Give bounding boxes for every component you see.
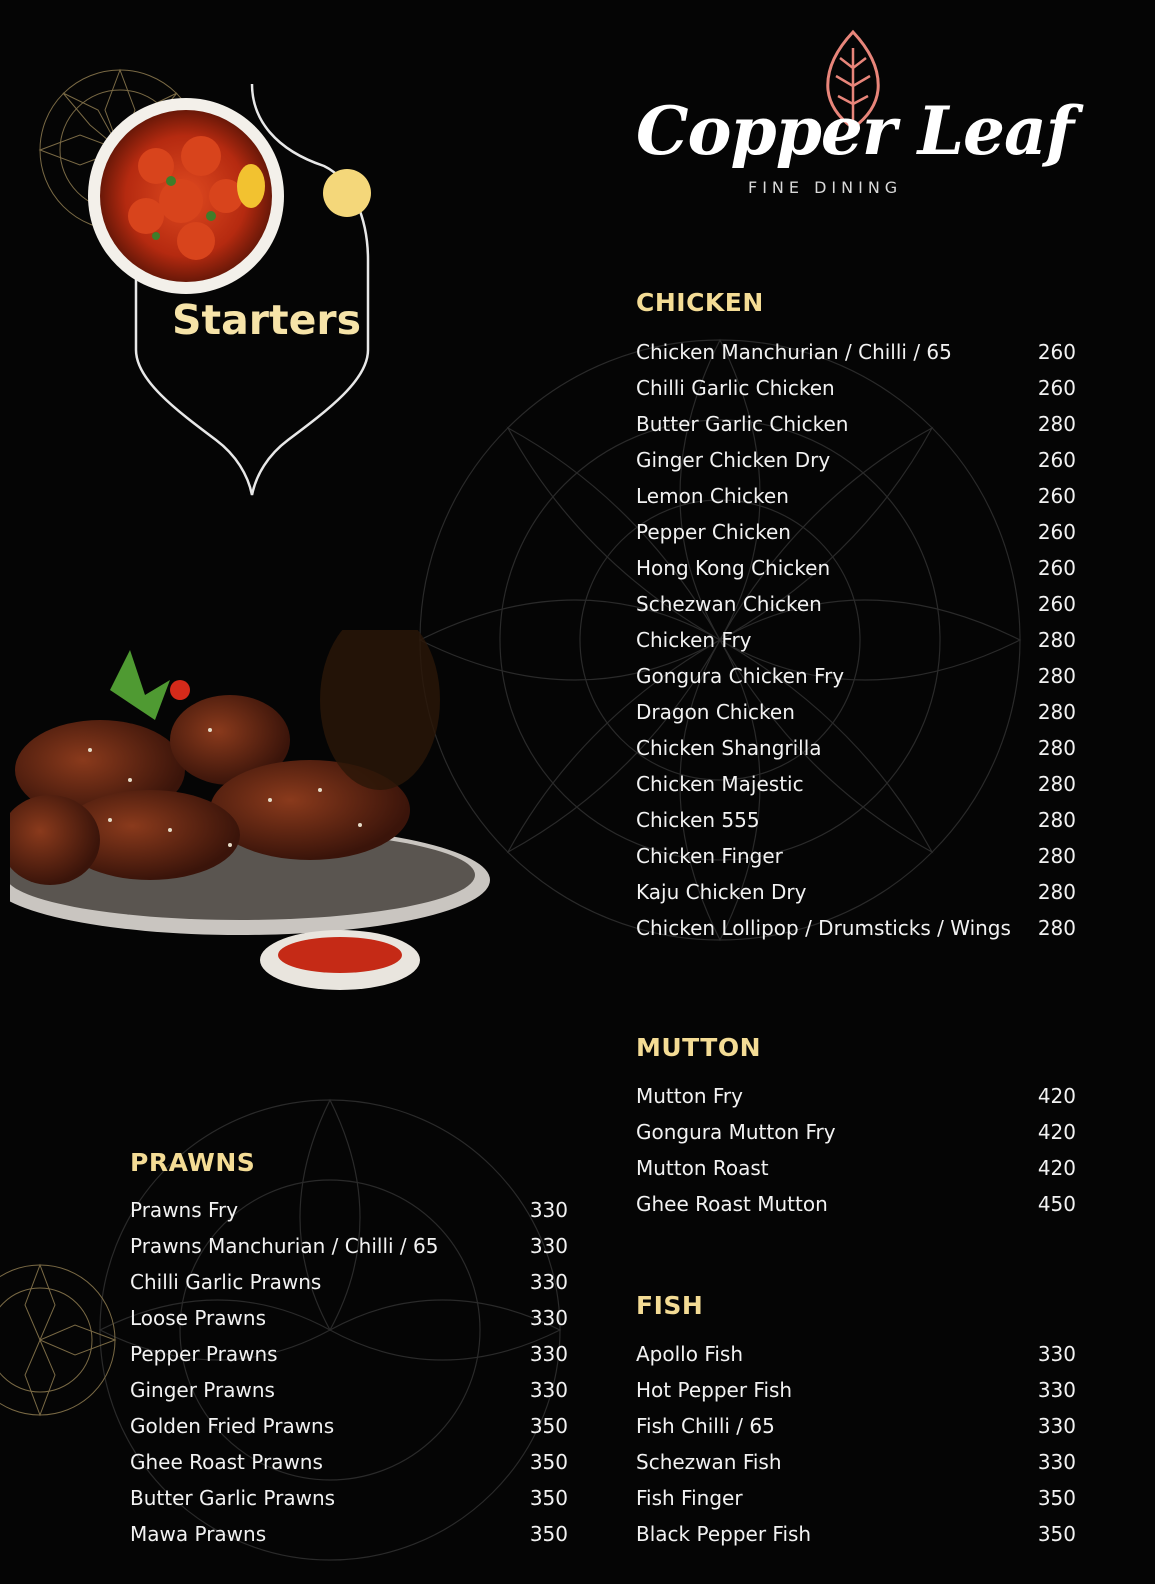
menu-item xyxy=(636,766,1076,802)
menu-item-price: 450 xyxy=(1037,1192,1076,1216)
menu-item xyxy=(636,730,1076,766)
section-title-chicken: CHICKEN xyxy=(636,288,764,317)
menu-item xyxy=(130,1228,568,1264)
menu-item-name: Prawns Fry xyxy=(130,1198,239,1222)
menu-item-name: Schezwan Chicken xyxy=(636,592,822,616)
mutton-item-list xyxy=(636,1078,1076,1222)
menu-item-price: 420 xyxy=(1037,1120,1076,1144)
menu-item xyxy=(636,1408,1076,1444)
menu-item xyxy=(130,1264,568,1300)
menu-item xyxy=(636,838,1076,874)
menu-item-price: 260 xyxy=(1037,520,1076,544)
menu-item xyxy=(636,1480,1076,1516)
menu-item-price: 350 xyxy=(529,1414,568,1438)
menu-item-price: 280 xyxy=(1037,808,1076,832)
menu-item-price: 280 xyxy=(1037,772,1076,796)
brand-tagline: FINE DINING xyxy=(748,178,903,197)
menu-item xyxy=(130,1408,568,1444)
menu-item xyxy=(130,1480,568,1516)
menu-item-price: 350 xyxy=(1037,1522,1076,1546)
menu-item-name: Black Pepper Fish xyxy=(636,1522,812,1546)
menu-item-name: Hot Pepper Fish xyxy=(636,1378,793,1402)
menu-item-name: Fish Chilli / 65 xyxy=(636,1414,775,1438)
accent-dot xyxy=(323,169,371,217)
menu-item-price: 350 xyxy=(529,1486,568,1510)
menu-item-price: 280 xyxy=(1037,628,1076,652)
menu-item-name: Loose Prawns xyxy=(130,1306,266,1330)
menu-item-name: Ginger Prawns xyxy=(130,1378,275,1402)
menu-item-name: Mutton Roast xyxy=(636,1156,769,1180)
menu-item-name: Gongura Chicken Fry xyxy=(636,664,845,688)
menu-item-name: Chicken Finger xyxy=(636,844,783,868)
menu-item xyxy=(636,1372,1076,1408)
menu-item xyxy=(636,478,1076,514)
menu-item xyxy=(636,874,1076,910)
menu-item-name: Chilli Garlic Prawns xyxy=(130,1270,322,1294)
menu-item xyxy=(636,1078,1076,1114)
menu-item-price: 330 xyxy=(529,1342,568,1366)
menu-item-price: 260 xyxy=(1037,592,1076,616)
menu-item-name: Dragon Chicken xyxy=(636,700,795,724)
menu-item-price: 260 xyxy=(1037,448,1076,472)
menu-item xyxy=(636,550,1076,586)
menu-item-price: 330 xyxy=(529,1306,568,1330)
menu-item xyxy=(636,370,1076,406)
menu-item-price: 350 xyxy=(1037,1486,1076,1510)
chicken-wings-photo xyxy=(10,630,500,1010)
menu-item xyxy=(130,1372,568,1408)
fish-item-list xyxy=(636,1336,1076,1552)
menu-item-price: 350 xyxy=(529,1450,568,1474)
menu-item-price: 280 xyxy=(1037,880,1076,904)
menu-item-price: 280 xyxy=(1037,664,1076,688)
menu-item-price: 420 xyxy=(1037,1156,1076,1180)
menu-item-price: 280 xyxy=(1037,736,1076,760)
menu-item xyxy=(636,406,1076,442)
menu-item-name: Gongura Mutton Fry xyxy=(636,1120,836,1144)
menu-item-name: Apollo Fish xyxy=(636,1342,744,1366)
menu-item-price: 260 xyxy=(1037,376,1076,400)
menu-item-name: Prawns Manchurian / Chilli / 65 xyxy=(130,1234,439,1258)
menu-item-price: 260 xyxy=(1037,340,1076,364)
menu-item-name: Chicken Manchurian / Chilli / 65 xyxy=(636,340,952,364)
menu-item xyxy=(636,910,1076,946)
menu-item-price: 330 xyxy=(529,1234,568,1258)
menu-item-price: 280 xyxy=(1037,700,1076,724)
menu-item-price: 330 xyxy=(1037,1414,1076,1438)
menu-item-name: Chicken Majestic xyxy=(636,772,804,796)
menu-item-name: Butter Garlic Prawns xyxy=(130,1486,336,1510)
menu-item-price: 280 xyxy=(1037,844,1076,868)
menu-item-price: 280 xyxy=(1037,412,1076,436)
menu-item xyxy=(636,1444,1076,1480)
menu-item-name: Chicken Fry xyxy=(636,628,752,652)
section-title-mutton: MUTTON xyxy=(636,1033,762,1062)
menu-item xyxy=(636,1516,1076,1552)
menu-item-price: 330 xyxy=(529,1198,568,1222)
menu-item-name: Chilli Garlic Chicken xyxy=(636,376,835,400)
brand-name: Copper Leaf xyxy=(636,92,1074,170)
menu-item-name: Ghee Roast Prawns xyxy=(130,1450,323,1474)
menu-item xyxy=(636,802,1076,838)
menu-item-price: 260 xyxy=(1037,556,1076,580)
menu-item xyxy=(636,334,1076,370)
menu-item xyxy=(636,1336,1076,1372)
menu-item-price: 260 xyxy=(1037,484,1076,508)
menu-item xyxy=(636,586,1076,622)
menu-item xyxy=(636,1114,1076,1150)
menu-item-name: Chicken Lollipop / Drumsticks / Wings xyxy=(636,916,1011,940)
menu-item-price: 420 xyxy=(1037,1084,1076,1108)
menu-item-name: Mutton Fry xyxy=(636,1084,743,1108)
menu-item xyxy=(130,1192,568,1228)
section-title-prawns: PRAWNS xyxy=(130,1148,256,1177)
chicken-item-list xyxy=(636,334,1076,946)
menu-item-price: 330 xyxy=(529,1270,568,1294)
menu-item xyxy=(636,1150,1076,1186)
menu-item-name: Fish Finger xyxy=(636,1486,743,1510)
menu-item xyxy=(636,1186,1076,1222)
menu-item xyxy=(636,442,1076,478)
menu-item xyxy=(636,622,1076,658)
menu-item xyxy=(636,658,1076,694)
menu-item xyxy=(130,1516,568,1552)
menu-item xyxy=(130,1336,568,1372)
menu-item xyxy=(636,694,1076,730)
menu-item-price: 330 xyxy=(1037,1378,1076,1402)
menu-item-price: 280 xyxy=(1037,916,1076,940)
menu-item-name: Lemon Chicken xyxy=(636,484,789,508)
menu-item xyxy=(636,514,1076,550)
menu-item-price: 330 xyxy=(1037,1342,1076,1366)
menu-item-name: Schezwan Fish xyxy=(636,1450,782,1474)
menu-item-name: Kaju Chicken Dry xyxy=(636,880,807,904)
menu-item-name: Golden Fried Prawns xyxy=(130,1414,335,1438)
menu-item-name: Pepper Chicken xyxy=(636,520,791,544)
starters-dish-photo xyxy=(86,96,286,296)
menu-item xyxy=(130,1300,568,1336)
menu-item-price: 330 xyxy=(529,1378,568,1402)
menu-item-price: 330 xyxy=(1037,1450,1076,1474)
menu-item-name: Chicken 555 xyxy=(636,808,760,832)
prawns-item-list xyxy=(130,1192,568,1552)
menu-item-name: Ghee Roast Mutton xyxy=(636,1192,828,1216)
menu-item-name: Mawa Prawns xyxy=(130,1522,267,1546)
menu-item-name: Ginger Chicken Dry xyxy=(636,448,831,472)
section-title-fish: FISH xyxy=(636,1291,704,1320)
menu-item-name: Pepper Prawns xyxy=(130,1342,278,1366)
menu-item xyxy=(130,1444,568,1480)
menu-item-name: Butter Garlic Chicken xyxy=(636,412,849,436)
menu-item-name: Chicken Shangrilla xyxy=(636,736,822,760)
menu-item-name: Hong Kong Chicken xyxy=(636,556,831,580)
menu-item-price: 350 xyxy=(529,1522,568,1546)
starters-badge-label: Starters xyxy=(172,296,362,344)
